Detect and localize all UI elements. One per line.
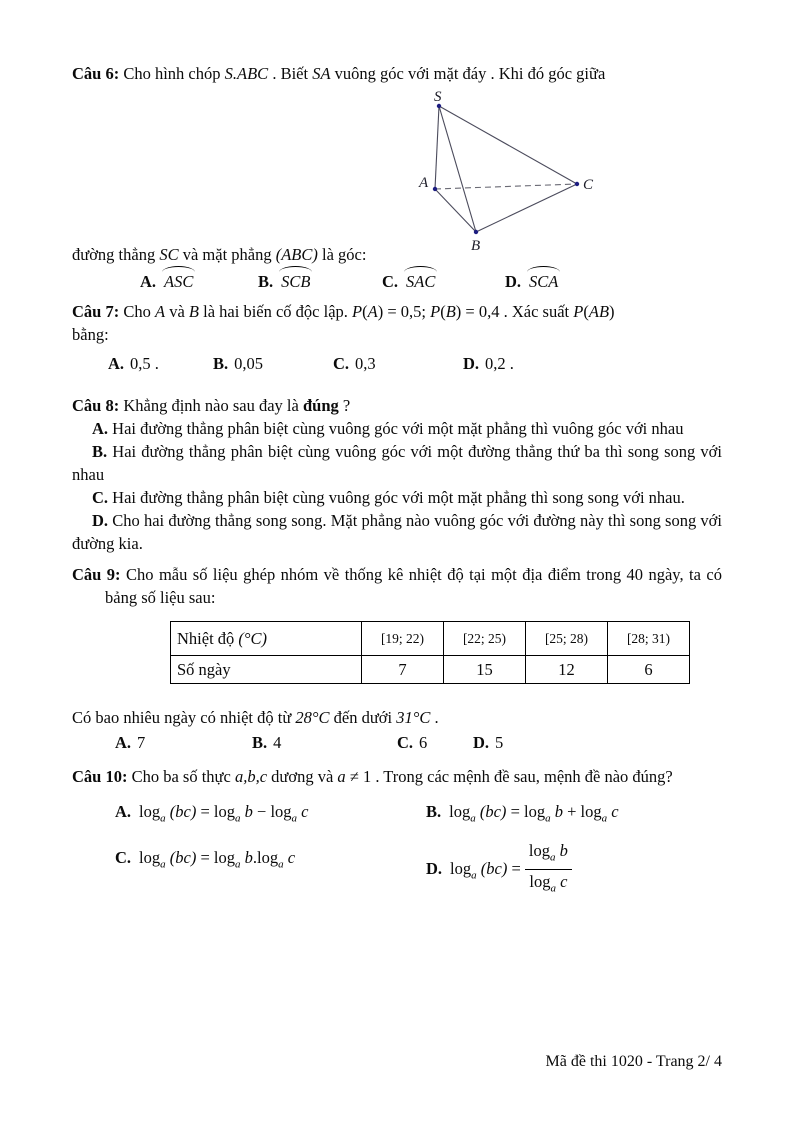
probability-formula (573, 302, 614, 321)
text-run: . Biết (268, 64, 313, 83)
vertex-label-c: C (583, 177, 594, 193)
angle-with-arc: SCA (529, 272, 559, 291)
condition-formula (337, 767, 371, 786)
math-run: SA (312, 64, 331, 83)
temperature-table (170, 621, 690, 684)
question-9-label: Câu 9: (72, 565, 121, 584)
question-7-options (72, 352, 722, 378)
option-value: 7 (137, 733, 146, 752)
option-label: C. (333, 354, 350, 373)
edge-sa (435, 106, 439, 189)
option-text: Cho hai đường thẳng song song. Mặt phẳng nào vuông góc với đường này thì song song với đường kia. (72, 511, 722, 553)
formula-part: a (235, 858, 241, 871)
option-label: A. (140, 272, 157, 291)
question-9-question (72, 706, 722, 729)
formula-part: ) (609, 302, 615, 321)
math-run: 28°C (295, 708, 330, 727)
table-data-row (171, 656, 690, 684)
option-label: B. (426, 802, 442, 821)
edge-bc (476, 184, 577, 232)
text-run: Có bao nhiêu ngày có nhiệt độ từ (72, 708, 296, 727)
formula-part: ≠ 1 (345, 767, 372, 786)
text-run: và (165, 302, 189, 321)
formula-part: = (506, 802, 524, 821)
question-10-options-row1 (72, 794, 722, 828)
option-label: C. (115, 848, 132, 867)
value-cell: 6 (608, 656, 690, 684)
option-value: 0,2 . (485, 354, 514, 373)
question-8-option-a (72, 417, 722, 440)
vertex-label-s: S (434, 90, 442, 105)
option-label: A. (115, 802, 132, 821)
math-run: SC (159, 245, 179, 264)
vertex-label-a: A (419, 175, 429, 191)
text-run: ? (338, 396, 351, 415)
formula-part: A (367, 302, 378, 321)
option-d (473, 731, 503, 754)
interval-cell: [19; 22) (362, 622, 444, 656)
formula-part: (bc) (475, 802, 507, 821)
formula-part: a (470, 812, 476, 825)
option-a (108, 352, 159, 375)
formula-part: c (297, 802, 309, 821)
option-label: C. (92, 488, 109, 507)
formula-part: AB (588, 302, 610, 321)
formula-part: a (550, 851, 556, 864)
option-c (382, 270, 437, 293)
option-value: 0,05 (234, 354, 264, 373)
option-label: B. (92, 442, 108, 461)
option-label: C. (382, 272, 399, 291)
formula-part: ) = 0,4 (455, 302, 500, 321)
formula-part: log (213, 802, 235, 821)
option-a (140, 270, 195, 293)
formula-part: (bc) (165, 802, 197, 821)
math-run: (ABC) (275, 245, 318, 264)
question-9-options (72, 731, 722, 757)
option-c (115, 846, 295, 876)
text-run: . (430, 708, 439, 727)
log-formula-b (449, 802, 619, 825)
question-8-option-d (72, 509, 722, 555)
row-label-days: Số ngày (171, 656, 362, 684)
fraction-numerator (525, 840, 572, 870)
vertex-dot-a (433, 187, 437, 191)
formula-part: log (524, 802, 546, 821)
log-fraction (525, 840, 572, 900)
formula-part: . (252, 848, 257, 867)
header-label: Nhiệt độ (177, 629, 239, 648)
page-footer: Mã đề thi 1020 - Trang 2/ 4 (545, 1053, 722, 1070)
option-value: 4 (273, 733, 282, 752)
interval-cell: [25; 28) (526, 622, 608, 656)
probability-formula (352, 302, 499, 321)
formula-part: b (555, 841, 568, 860)
question-7-label: Câu 7: (72, 302, 120, 321)
option-label: A. (108, 354, 125, 373)
formula-part: = (196, 802, 214, 821)
formula-part: ) = 0,5; (377, 302, 431, 321)
formula-part: log (257, 848, 279, 867)
option-label: B. (252, 733, 268, 752)
option-a (115, 731, 145, 754)
formula-part: P (352, 302, 363, 321)
formula-part: a (291, 812, 298, 825)
text-run: . Trong các mệnh đề sau, mệnh đề nào đúng? (371, 767, 673, 786)
formula-part: a (545, 812, 551, 825)
option-label: D. (426, 858, 443, 878)
formula-part: log (213, 848, 235, 867)
question-6-intro (72, 62, 722, 85)
formula-part: b (240, 802, 253, 821)
formula-part: (bc) (476, 858, 508, 878)
value-cell: 15 (444, 656, 526, 684)
option-a (115, 800, 308, 830)
value-cell: 7 (362, 656, 444, 684)
text-run: . Xác suất (499, 302, 574, 321)
option-label: A. (92, 419, 109, 438)
question-10-label: Câu 10: (72, 767, 128, 786)
option-value: 6 (419, 733, 428, 752)
formula-part: b (550, 802, 563, 821)
formula-part: c (283, 848, 296, 867)
formula-part: = (196, 848, 214, 867)
formula-part: a (235, 812, 241, 825)
option-text: Hai đường thẳng phân biệt cùng vuông góc với một đường thẳng thứ ba thì song song với nhau (72, 442, 722, 484)
emphasis: đúng (302, 396, 339, 415)
question-6-line2 (72, 243, 722, 266)
text-run: là góc: (317, 245, 367, 264)
text-run: dương và (267, 767, 338, 786)
option-d (505, 270, 560, 293)
text-run: và mặt phẳng (178, 245, 276, 264)
math-run: S.ABC (224, 64, 269, 83)
formula-part: = (507, 858, 525, 878)
formula-part: a (471, 868, 477, 881)
formula-part: a (160, 812, 166, 825)
edge-ac-dashed (435, 184, 577, 189)
interval-cell: [28; 31) (608, 622, 690, 656)
question-8-option-b (72, 440, 722, 486)
option-c (397, 731, 427, 754)
question-6-options (72, 270, 722, 296)
formula-part: log (580, 802, 602, 821)
table-header-row (171, 622, 690, 656)
pyramid-figure (406, 90, 611, 256)
option-value: 0,3 (355, 354, 376, 373)
option-label: D. (505, 272, 522, 291)
option-label: B. (213, 354, 229, 373)
math-run: B (188, 302, 199, 321)
question-8-option-c (72, 486, 722, 509)
formula-part: log (450, 858, 472, 878)
formula-part: ( (440, 302, 446, 321)
text-run: Khẳng định nào sau đay là (119, 396, 303, 415)
formula-part: log (528, 841, 550, 860)
formula-part: (bc) (165, 848, 197, 867)
log-formula-a (139, 802, 309, 825)
formula-part: P (573, 302, 584, 321)
question-10-heading (72, 765, 722, 788)
log-formula-d-prefix (450, 858, 525, 881)
option-d (463, 352, 514, 375)
interval-cell: [22; 25) (444, 622, 526, 656)
formula-part: b (240, 848, 253, 867)
log-formula-c (139, 848, 296, 871)
text-run: đường thẳng (72, 245, 160, 264)
option-b (213, 352, 263, 375)
math-run: a,b,c (234, 767, 268, 786)
text-run: Cho hình chóp (119, 64, 225, 83)
formula-part: a (550, 882, 556, 895)
angle-with-arc: ASC (164, 272, 194, 291)
option-label: D. (473, 733, 490, 752)
option-c (333, 352, 376, 375)
formula-part: log (139, 802, 161, 821)
option-label: D. (92, 511, 109, 530)
fraction-denominator (525, 870, 572, 899)
question-8-heading (72, 394, 722, 417)
text-run: đến dưới (329, 708, 397, 727)
option-b (252, 731, 281, 754)
edge-sc (439, 106, 577, 184)
question-6-label: Câu 6: (72, 64, 120, 83)
question-10-options-row2 (72, 828, 722, 895)
formula-part: log (270, 802, 292, 821)
option-label: C. (397, 733, 414, 752)
vertex-dot-b (474, 230, 478, 234)
value-cell: 12 (526, 656, 608, 684)
text-run: Cho (119, 302, 155, 321)
text-run: vuông góc với mặt đáy . Khi đó góc giữa (330, 64, 606, 83)
option-b (426, 800, 619, 830)
formula-part: + (562, 802, 581, 821)
formula-part: a (337, 767, 346, 786)
header-unit: (°C) (238, 629, 268, 648)
math-run: 31°C (396, 708, 431, 727)
question-9-heading (72, 563, 722, 609)
text-run: là hai biến cố độc lập. (199, 302, 353, 321)
formula-part: a (278, 858, 284, 871)
option-d (426, 840, 572, 900)
option-label: B. (258, 272, 274, 291)
formula-part: c (555, 872, 568, 892)
question-7-intro (72, 300, 722, 323)
formula-part: a (160, 858, 166, 871)
formula-part: ( (362, 302, 368, 321)
vertex-dot-c (575, 182, 579, 186)
angle-with-arc: SAC (406, 272, 436, 291)
option-label: D. (463, 354, 480, 373)
formula-part: a (601, 812, 608, 825)
option-value: 0,5 . (130, 354, 159, 373)
option-b (258, 270, 312, 293)
formula-part: log (529, 872, 551, 892)
formula-part: B (445, 302, 456, 321)
text-run: Cho mẫu số liệu ghép nhóm về thống kê nhiệt độ tại một địa điểm trong 40 ngày, ta có bảng số liệu sau: (105, 565, 722, 607)
vertex-label-b: B (471, 238, 481, 254)
formula-part: log (449, 802, 471, 821)
angle-with-arc: SCB (281, 272, 311, 291)
formula-part: ( (583, 302, 589, 321)
math-run: A (154, 302, 166, 321)
formula-part: − (252, 802, 271, 821)
formula-part: c (607, 802, 619, 821)
text-run: Cho ba số thực (127, 767, 235, 786)
formula-part: log (139, 848, 161, 867)
option-text: Hai đường thẳng phân biệt cùng vuông góc với một mặt phẳng thì vuông góc với nhau (108, 419, 684, 438)
formula-part: P (430, 302, 441, 321)
question-7-line2: bằng: (72, 325, 109, 344)
question-8-label: Câu 8: (72, 396, 120, 415)
header-temperature (171, 622, 362, 656)
option-value: 5 (495, 733, 504, 752)
option-label: A. (115, 733, 132, 752)
option-text: Hai đường thẳng phân biệt cùng vuông góc với một mặt phẳng thì song song với nhau. (108, 488, 685, 507)
